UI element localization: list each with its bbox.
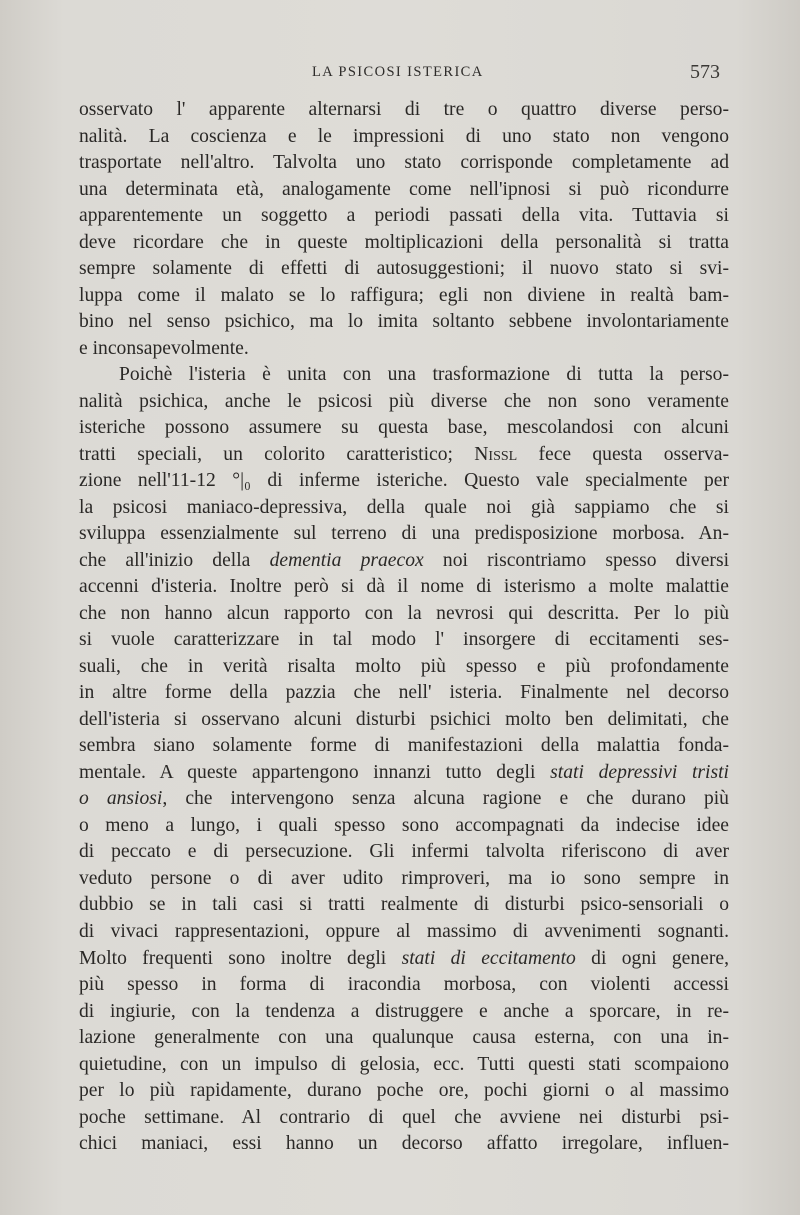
text-line: o meno a lungo, i quali spesso sono accompagnati da indecise idee [79, 814, 729, 836]
text-line: di ingiurie, con la tendenza a distruggere e anche a sporcare, in re- [79, 1000, 729, 1022]
body-text [79, 97, 729, 1158]
text-line: accenni d'isteria. Inoltre però si dà il nome di isterismo a molte malattie [79, 576, 729, 598]
running-title: LA PSICOSI ISTERICA [312, 64, 484, 80]
text-line: poche settimane. Al contrario di quel che avviene nei disturbi psi- [79, 1106, 729, 1128]
text-line: la psicosi maniaco-depressiva, della quale noi già sappiamo che si [79, 496, 729, 518]
text-line: tratti speciali, un colorito caratteristico; Nissl fece questa osserva- [79, 443, 729, 465]
text-line: che non hanno alcun rapporto con la nevrosi qui descritta. Per lo più [79, 602, 729, 624]
page-number: 573 [690, 61, 720, 83]
text-line: sviluppa essenzialmente sul terreno di una predisposizione morbosa. An- [79, 523, 729, 545]
text-line: sempre solamente di effetti di autosuggestioni; il nuovo stato si svi- [79, 258, 729, 280]
text-line: nalità psichica, anche le psicosi più diverse che non sono veramente [79, 390, 729, 412]
text-line: trasportate nell'altro. Talvolta uno stato corrisponde completamente ad [79, 152, 729, 174]
text-line: più spesso in forma di iracondia morbosa, con violenti accessi [79, 974, 729, 996]
text-line: bino nel senso psichico, ma lo imita soltanto sebbene involontariamente [79, 311, 729, 333]
text-line: per lo più rapidamente, durano poche ore, pochi giorni o al massimo [79, 1080, 729, 1102]
text-line: veduto persone o di aver udito rimproveri, ma io sono sempre in [79, 867, 729, 889]
text-line: mentale. A queste appartengono innanzi tutto degli stati depressivi tristi [79, 761, 729, 783]
text-line: apparentemente un soggetto a periodi passati della vita. Tuttavia si [79, 205, 729, 227]
italic-term-stati-di-eccitamento: stati di eccitamento [401, 947, 576, 969]
text-line: sembra siano solamente forme di manifestazioni della malattia fonda- [79, 735, 729, 757]
text-line: osservato l' apparente alternarsi di tre o quattro diverse perso- [79, 99, 729, 120]
text-line: isteriche possono assumere su questa base, mescolandosi con alcuni [79, 417, 729, 439]
text-line: di vivaci rappresentazioni, oppure al massimo di avvenimenti sognanti. [79, 920, 729, 942]
text-line: dubbio se in tali casi si tratti realmente di disturbi psico-sensoriali o [79, 894, 729, 916]
text-line: in altre forme della pazzia che nell' isteria. Finalmente nel decorso [79, 682, 729, 704]
running-head [0, 61, 800, 84]
text-line: zione nell'11-12 °|₀ di inferme isteriche. Questo vale specialmente per [79, 470, 729, 492]
text-line: che all'inizio della dementia praecox noi riscontriamo spesso diversi [79, 549, 729, 571]
text-line: quietudine, con un impulso di gelosia, ecc. Tutti questi stati scompaiono [79, 1053, 729, 1075]
italic-term-stati-depressivi: stati depressivi tristi [550, 761, 729, 783]
text-line: chici maniaci, essi hanno un decorso affatto irregolare, influen- [79, 1133, 729, 1155]
paragraph-start-line: Poichè l'isteria è unita con una trasformazione di tutta la perso- [119, 364, 729, 386]
text-line: di peccato e di persecuzione. Gli infermi talvolta riferiscono di aver [79, 841, 729, 863]
paragraph-end-line: e inconsapevolmente. [79, 337, 249, 359]
italic-term-ansiosi: o ansiosi [79, 788, 163, 810]
italic-term-dementia-praecox: dementia praecox [269, 549, 424, 571]
text-line: lazione generalmente con una qualunque causa esterna, con una in- [79, 1027, 729, 1049]
text-line: si vuole caratterizzare in tal modo l' insorgere di eccitamenti ses- [79, 629, 729, 651]
text-line: nalità. La coscienza e le impressioni di uno stato non vengono [79, 125, 729, 147]
text-line: Molto frequenti sono inoltre degli stati di eccitamento di ogni genere, [79, 947, 729, 969]
text-line: o ansiosi, che intervengono senza alcuna ragione e che durano più [79, 788, 729, 810]
text-line: luppa come il malato se lo raffigura; egli non diviene in realtà bam- [79, 284, 729, 306]
text-line: suali, che in verità risalta molto più spesso e più profondamente [79, 655, 729, 677]
text-line: dell'isteria si osservano alcuni disturbi psichici molto ben delimitati, che [79, 708, 729, 730]
author-name-nissl: Nissl [474, 443, 518, 465]
text-line: deve ricordare che in queste moltiplicazioni della personalità si tratta [79, 231, 729, 253]
text-line: una determinata età, analogamente come nell'ipnosi si può ricondurre [79, 178, 729, 200]
